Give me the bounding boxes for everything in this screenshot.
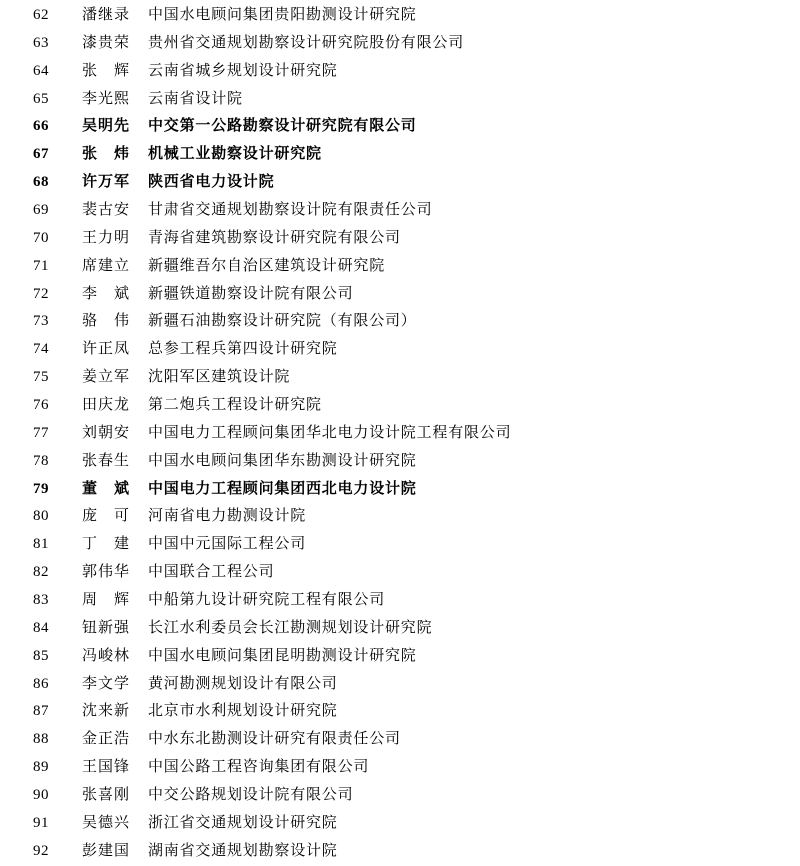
person-name: 彭建国 bbox=[82, 842, 131, 859]
list-row bbox=[0, 587, 800, 615]
row-number: 83 bbox=[33, 592, 49, 609]
list-row bbox=[0, 336, 800, 364]
list-row bbox=[0, 169, 800, 197]
organization-name: 中交第一公路勘察设计研究院有限公司 bbox=[148, 118, 417, 135]
person-name: 张春生 bbox=[82, 452, 131, 469]
list-row bbox=[0, 2, 800, 30]
person-name: 吴明先 bbox=[82, 118, 131, 135]
list-row bbox=[0, 671, 800, 699]
row-number: 68 bbox=[33, 174, 49, 191]
organization-name: 中国水电顾问集团贵阳勘测设计研究院 bbox=[148, 7, 417, 23]
list-row bbox=[0, 476, 800, 504]
organization-name: 沈阳军区建筑设计院 bbox=[148, 369, 291, 386]
row-number: 78 bbox=[33, 452, 49, 469]
list-row bbox=[0, 726, 800, 754]
row-number: 74 bbox=[33, 341, 49, 358]
organization-name: 陕西省电力设计院 bbox=[148, 174, 275, 191]
person-name: 席建立 bbox=[82, 257, 131, 274]
list-row bbox=[0, 615, 800, 643]
row-number: 87 bbox=[33, 703, 49, 720]
person-name: 骆 伟 bbox=[82, 313, 131, 330]
person-name: 潘继录 bbox=[82, 7, 131, 23]
row-number: 84 bbox=[33, 619, 49, 636]
row-number: 90 bbox=[33, 787, 49, 804]
row-number: 67 bbox=[33, 146, 49, 163]
person-name: 董 斌 bbox=[82, 480, 131, 497]
person-name: 张 炜 bbox=[82, 146, 131, 163]
row-number: 91 bbox=[33, 814, 49, 831]
row-number: 70 bbox=[33, 229, 49, 246]
list-row bbox=[0, 531, 800, 559]
organization-name: 北京市水利规划设计研究院 bbox=[148, 703, 338, 720]
row-number: 65 bbox=[33, 90, 49, 107]
list-row bbox=[0, 782, 800, 810]
person-name: 郭伟华 bbox=[82, 564, 131, 581]
row-number: 75 bbox=[33, 369, 49, 386]
organization-name: 新疆铁道勘察设计院有限公司 bbox=[148, 285, 354, 302]
row-number: 76 bbox=[33, 397, 49, 414]
organization-name: 中水东北勘测设计研究有限责任公司 bbox=[148, 731, 401, 748]
organization-name: 新疆维吾尔自治区建筑设计研究院 bbox=[148, 257, 386, 274]
organization-name: 中国电力工程顾问集团西北电力设计院 bbox=[148, 480, 417, 497]
organization-name: 机械工业勘察设计研究院 bbox=[148, 146, 322, 163]
row-number: 81 bbox=[33, 536, 49, 553]
list-row bbox=[0, 838, 800, 866]
list-row bbox=[0, 308, 800, 336]
list-row bbox=[0, 141, 800, 169]
list-row bbox=[0, 559, 800, 587]
list-row bbox=[0, 364, 800, 392]
person-name: 刘朝安 bbox=[82, 424, 131, 441]
list-row bbox=[0, 643, 800, 671]
row-number: 73 bbox=[33, 313, 49, 330]
row-number: 66 bbox=[33, 118, 49, 135]
row-number: 89 bbox=[33, 759, 49, 776]
person-name: 王国锋 bbox=[82, 759, 131, 776]
organization-name: 甘肃省交通规划勘察设计院有限责任公司 bbox=[148, 202, 433, 219]
list-row bbox=[0, 503, 800, 531]
person-name: 冯峻林 bbox=[82, 647, 131, 664]
organization-name: 中国水电顾问集团华东勘测设计研究院 bbox=[148, 452, 417, 469]
person-name: 漆贵荣 bbox=[82, 34, 131, 51]
list-row bbox=[0, 197, 800, 225]
organization-name: 总参工程兵第四设计研究院 bbox=[148, 341, 338, 358]
organization-name: 长江水利委员会长江勘测规划设计研究院 bbox=[148, 619, 433, 636]
list-row bbox=[0, 225, 800, 253]
row-number: 85 bbox=[33, 647, 49, 664]
person-name: 张喜刚 bbox=[82, 787, 131, 804]
person-name: 许正凤 bbox=[82, 341, 131, 358]
person-name: 张 辉 bbox=[82, 62, 131, 79]
person-name: 吴德兴 bbox=[82, 814, 131, 831]
row-number: 72 bbox=[33, 285, 49, 302]
person-name: 姜立军 bbox=[82, 369, 131, 386]
person-name: 李 斌 bbox=[82, 285, 131, 302]
row-number: 77 bbox=[33, 424, 49, 441]
list-row bbox=[0, 253, 800, 281]
organization-name: 湖南省交通规划勘察设计院 bbox=[148, 842, 338, 859]
person-name: 丁 建 bbox=[82, 536, 131, 553]
list-row bbox=[0, 448, 800, 476]
organization-name: 浙江省交通规划设计研究院 bbox=[148, 814, 338, 831]
organization-name: 第二炮兵工程设计研究院 bbox=[148, 397, 322, 414]
row-number: 92 bbox=[33, 842, 49, 859]
list-row bbox=[0, 86, 800, 114]
row-number: 79 bbox=[33, 480, 49, 497]
person-name: 金正浩 bbox=[82, 731, 131, 748]
organization-name: 中国联合工程公司 bbox=[148, 564, 275, 581]
organization-name: 贵州省交通规划勘察设计研究院股份有限公司 bbox=[148, 34, 465, 51]
person-name: 裴古安 bbox=[82, 202, 131, 219]
organization-name: 中船第九设计研究院工程有限公司 bbox=[148, 592, 386, 609]
person-name: 许万军 bbox=[82, 174, 131, 191]
row-number: 62 bbox=[33, 7, 49, 23]
person-name: 李文学 bbox=[82, 675, 131, 692]
list-row bbox=[0, 754, 800, 782]
organization-name: 中交公路规划设计院有限公司 bbox=[148, 787, 354, 804]
organization-name: 中国公路工程咨询集团有限公司 bbox=[148, 759, 370, 776]
list-row bbox=[0, 113, 800, 141]
row-number: 71 bbox=[33, 257, 49, 274]
person-name: 田庆龙 bbox=[82, 397, 131, 414]
list-row bbox=[0, 58, 800, 86]
row-number: 80 bbox=[33, 508, 49, 525]
organization-name: 云南省设计院 bbox=[148, 90, 243, 107]
person-name: 钮新强 bbox=[82, 619, 131, 636]
row-number: 63 bbox=[33, 34, 49, 51]
row-number: 64 bbox=[33, 62, 49, 79]
person-name: 沈来新 bbox=[82, 703, 131, 720]
organization-name: 新疆石油勘察设计研究院（有限公司） bbox=[148, 313, 417, 330]
list-row bbox=[0, 30, 800, 58]
organization-name: 中国电力工程顾问集团华北电力设计院工程有限公司 bbox=[148, 424, 512, 441]
row-number: 86 bbox=[33, 675, 49, 692]
organization-name: 黄河勘测规划设计有限公司 bbox=[148, 675, 338, 692]
person-name: 周 辉 bbox=[82, 592, 131, 609]
organization-name: 中国中元国际工程公司 bbox=[148, 536, 307, 553]
organization-name: 青海省建筑勘察设计研究院有限公司 bbox=[148, 229, 401, 246]
row-number: 82 bbox=[33, 564, 49, 581]
organization-name: 中国水电顾问集团昆明勘测设计研究院 bbox=[148, 647, 417, 664]
list-row bbox=[0, 281, 800, 309]
row-number: 69 bbox=[33, 202, 49, 219]
person-name: 王力明 bbox=[82, 229, 131, 246]
list-row bbox=[0, 810, 800, 838]
organization-name: 云南省城乡规划设计研究院 bbox=[148, 62, 338, 79]
list-row bbox=[0, 420, 800, 448]
list-row bbox=[0, 392, 800, 420]
row-number: 88 bbox=[33, 731, 49, 748]
person-name: 庞 可 bbox=[82, 508, 131, 525]
list-row bbox=[0, 698, 800, 726]
organization-name: 河南省电力勘测设计院 bbox=[148, 508, 307, 525]
person-name: 李光熙 bbox=[82, 90, 131, 107]
recipient-list bbox=[0, 2, 800, 866]
